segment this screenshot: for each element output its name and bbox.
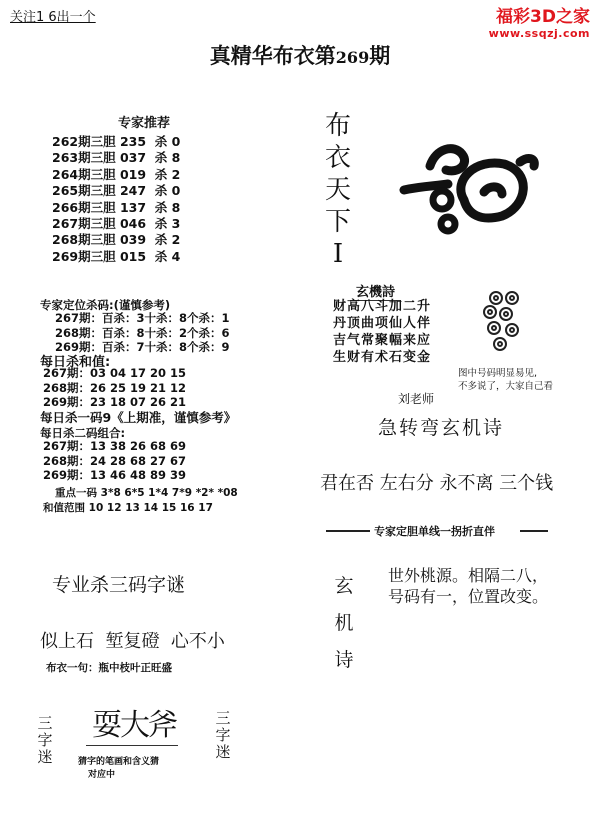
- brush-stroke: [520, 159, 534, 166]
- poem-line: 财高八斗加二升: [333, 299, 432, 314]
- daily-sum-heading: 每日杀和值:: [40, 355, 111, 370]
- title-prefix: 真精华布衣第: [209, 43, 336, 68]
- vertical-label-left: [36, 715, 54, 766]
- title-issue: 269: [335, 48, 370, 67]
- coin-hole: [488, 310, 492, 314]
- jizhuan-title: 急转弯玄机诗: [378, 417, 505, 439]
- coin-hole: [510, 328, 514, 332]
- coin-hole: [494, 296, 498, 300]
- poem-line: 生财有术石变金: [333, 350, 432, 365]
- page-title: [0, 40, 600, 70]
- expert-row: 265期三胆 247 杀 0: [52, 183, 181, 199]
- expert-row: 269期三胆 015 杀 4: [52, 248, 181, 264]
- coin-hole: [510, 296, 514, 300]
- vertical-char: 字: [37, 731, 53, 749]
- vertical-label-right: [214, 710, 232, 761]
- vertical-char: 衣: [324, 143, 351, 173]
- vertical-char: 三: [215, 709, 231, 727]
- xuanji-poem-block: [388, 565, 548, 607]
- coin-icon: [500, 308, 512, 320]
- poem-line: 世外桃源。相隔二八，: [388, 566, 549, 585]
- riddle-caption: 猜字的笔画和含义猜: [78, 757, 160, 767]
- divider-line: [326, 530, 370, 532]
- daily-sum-row: 268期：26 25 19 21 12: [43, 380, 187, 395]
- daily-two-row: 267期：13 38 26 68 69: [43, 439, 187, 453]
- coin-hole: [492, 326, 496, 330]
- daily-sum-list: [43, 366, 186, 410]
- divider-line: [520, 530, 548, 532]
- vertical-char: 下: [324, 207, 351, 237]
- xuanji-title: 玄機詩: [350, 281, 401, 301]
- riddle-title: 专业杀三码字谜: [52, 574, 186, 596]
- brand-url: www.ssqzj.com: [488, 27, 590, 40]
- jizhuan-line: 君在否 左右分 永不离 三个钱: [320, 473, 554, 494]
- riddle-caption: 对应中: [88, 770, 116, 780]
- brush-stroke: [484, 187, 502, 194]
- vertical-char: 字: [215, 726, 231, 744]
- vertical-char: 玄: [334, 575, 354, 597]
- expert-list: [52, 134, 180, 265]
- poem-line: 丹顶曲项仙人伴: [333, 316, 432, 331]
- brand-name: 福彩3D之家: [496, 7, 590, 27]
- daily-two-list: [43, 439, 186, 483]
- riddle-line: 似上石 堑复磴 心不小: [40, 631, 225, 652]
- expert-row: 263期三胆 037 杀 8: [52, 150, 181, 166]
- poem-line: 号码有一，位置改变。: [388, 587, 549, 606]
- divider-line: [86, 745, 178, 746]
- daily-two-row: 269期：13 46 48 89 39: [43, 468, 187, 482]
- vertical-char: 机: [334, 612, 354, 634]
- vertical-char: 迷: [37, 748, 53, 766]
- vertical-char: 三: [37, 714, 53, 732]
- coin-icon: [506, 324, 518, 336]
- vertical-char: 迷: [215, 743, 231, 761]
- coin-icon: [490, 292, 502, 304]
- brush-dot: [433, 191, 451, 209]
- daily-two-heading: 每日杀二码组合:: [40, 426, 126, 440]
- positional-kill-heading: 专家定位杀码:(谨慎参考): [40, 298, 171, 312]
- hint-note: 图中号码明显易见,: [458, 368, 538, 379]
- brush-strokes: [404, 149, 534, 218]
- coin-icon: [484, 306, 496, 318]
- daily-sum-row: 269期：23 18 07 26 21: [43, 395, 187, 409]
- coin-hole: [504, 312, 508, 316]
- riddle-cross-word: 耍大斧: [92, 708, 176, 743]
- title-suffix: 期: [369, 43, 391, 68]
- vertical-char: I: [332, 239, 344, 269]
- brush-digit-drawing: [392, 130, 542, 240]
- expert-row: 267期三胆 046 杀 3: [52, 216, 181, 232]
- brand-logo[interactable]: [489, 2, 590, 40]
- expert-row: 268期三胆 039 杀 2: [52, 232, 181, 248]
- coin-hole: [498, 342, 502, 346]
- xuanji-poem: [333, 298, 431, 366]
- positional-kill-row: 268期：百杀：8十杀：2个杀：6: [55, 325, 230, 340]
- hint-note: 不多说了，大家自己看: [458, 381, 554, 392]
- positional-kill-row: 269期：百杀：7十杀：8个杀：9: [55, 340, 230, 354]
- top-note: 关注1 6出一个: [10, 10, 96, 25]
- xuanji-vertical-title: [333, 568, 355, 679]
- coin-icon: [506, 292, 518, 304]
- expert-heading: 专家推荐: [118, 116, 171, 131]
- key-digit-line: 重点一码 3*8 6*5 1*4 7*9 *2* *08: [55, 487, 238, 499]
- sum-range-line: 和值范围 10 12 13 14 15 16 17: [43, 502, 213, 514]
- coin-icon: [488, 322, 500, 334]
- buyi-sentence: 布衣一句：瓶中枝叶正旺盛: [46, 662, 172, 674]
- poem-line: 吉气常聚幅来应: [333, 333, 432, 348]
- coin-cluster-icon: [480, 288, 550, 358]
- positional-kill-row: 267期：百杀：3十杀：8个杀：1: [55, 311, 230, 325]
- teacher-name: 刘老师: [398, 392, 435, 406]
- daily-sum-row: 267期：03 04 17 20 15: [43, 366, 187, 380]
- positional-kill-list: [55, 311, 230, 355]
- coin-icon: [494, 338, 506, 350]
- expert-row: 262期三胆 235 杀 0: [52, 134, 181, 149]
- divider-text: 专家定胆单线一拐折直伴: [374, 525, 495, 538]
- vertical-char: 布: [324, 111, 351, 141]
- buyi-vertical-title: [322, 110, 354, 270]
- daily-one-heading: 每日杀一码9《上期准，谨慎参考》: [40, 410, 237, 425]
- vertical-char: 天: [324, 175, 351, 205]
- vertical-char: 诗: [334, 649, 354, 671]
- expert-row: 264期三胆 019 杀 2: [52, 166, 181, 182]
- brush-dot: [441, 217, 455, 231]
- daily-two-row: 268期：24 28 68 27 67: [43, 453, 187, 468]
- expert-row: 266期三胆 137 杀 8: [52, 199, 181, 215]
- brush-stroke: [430, 149, 465, 171]
